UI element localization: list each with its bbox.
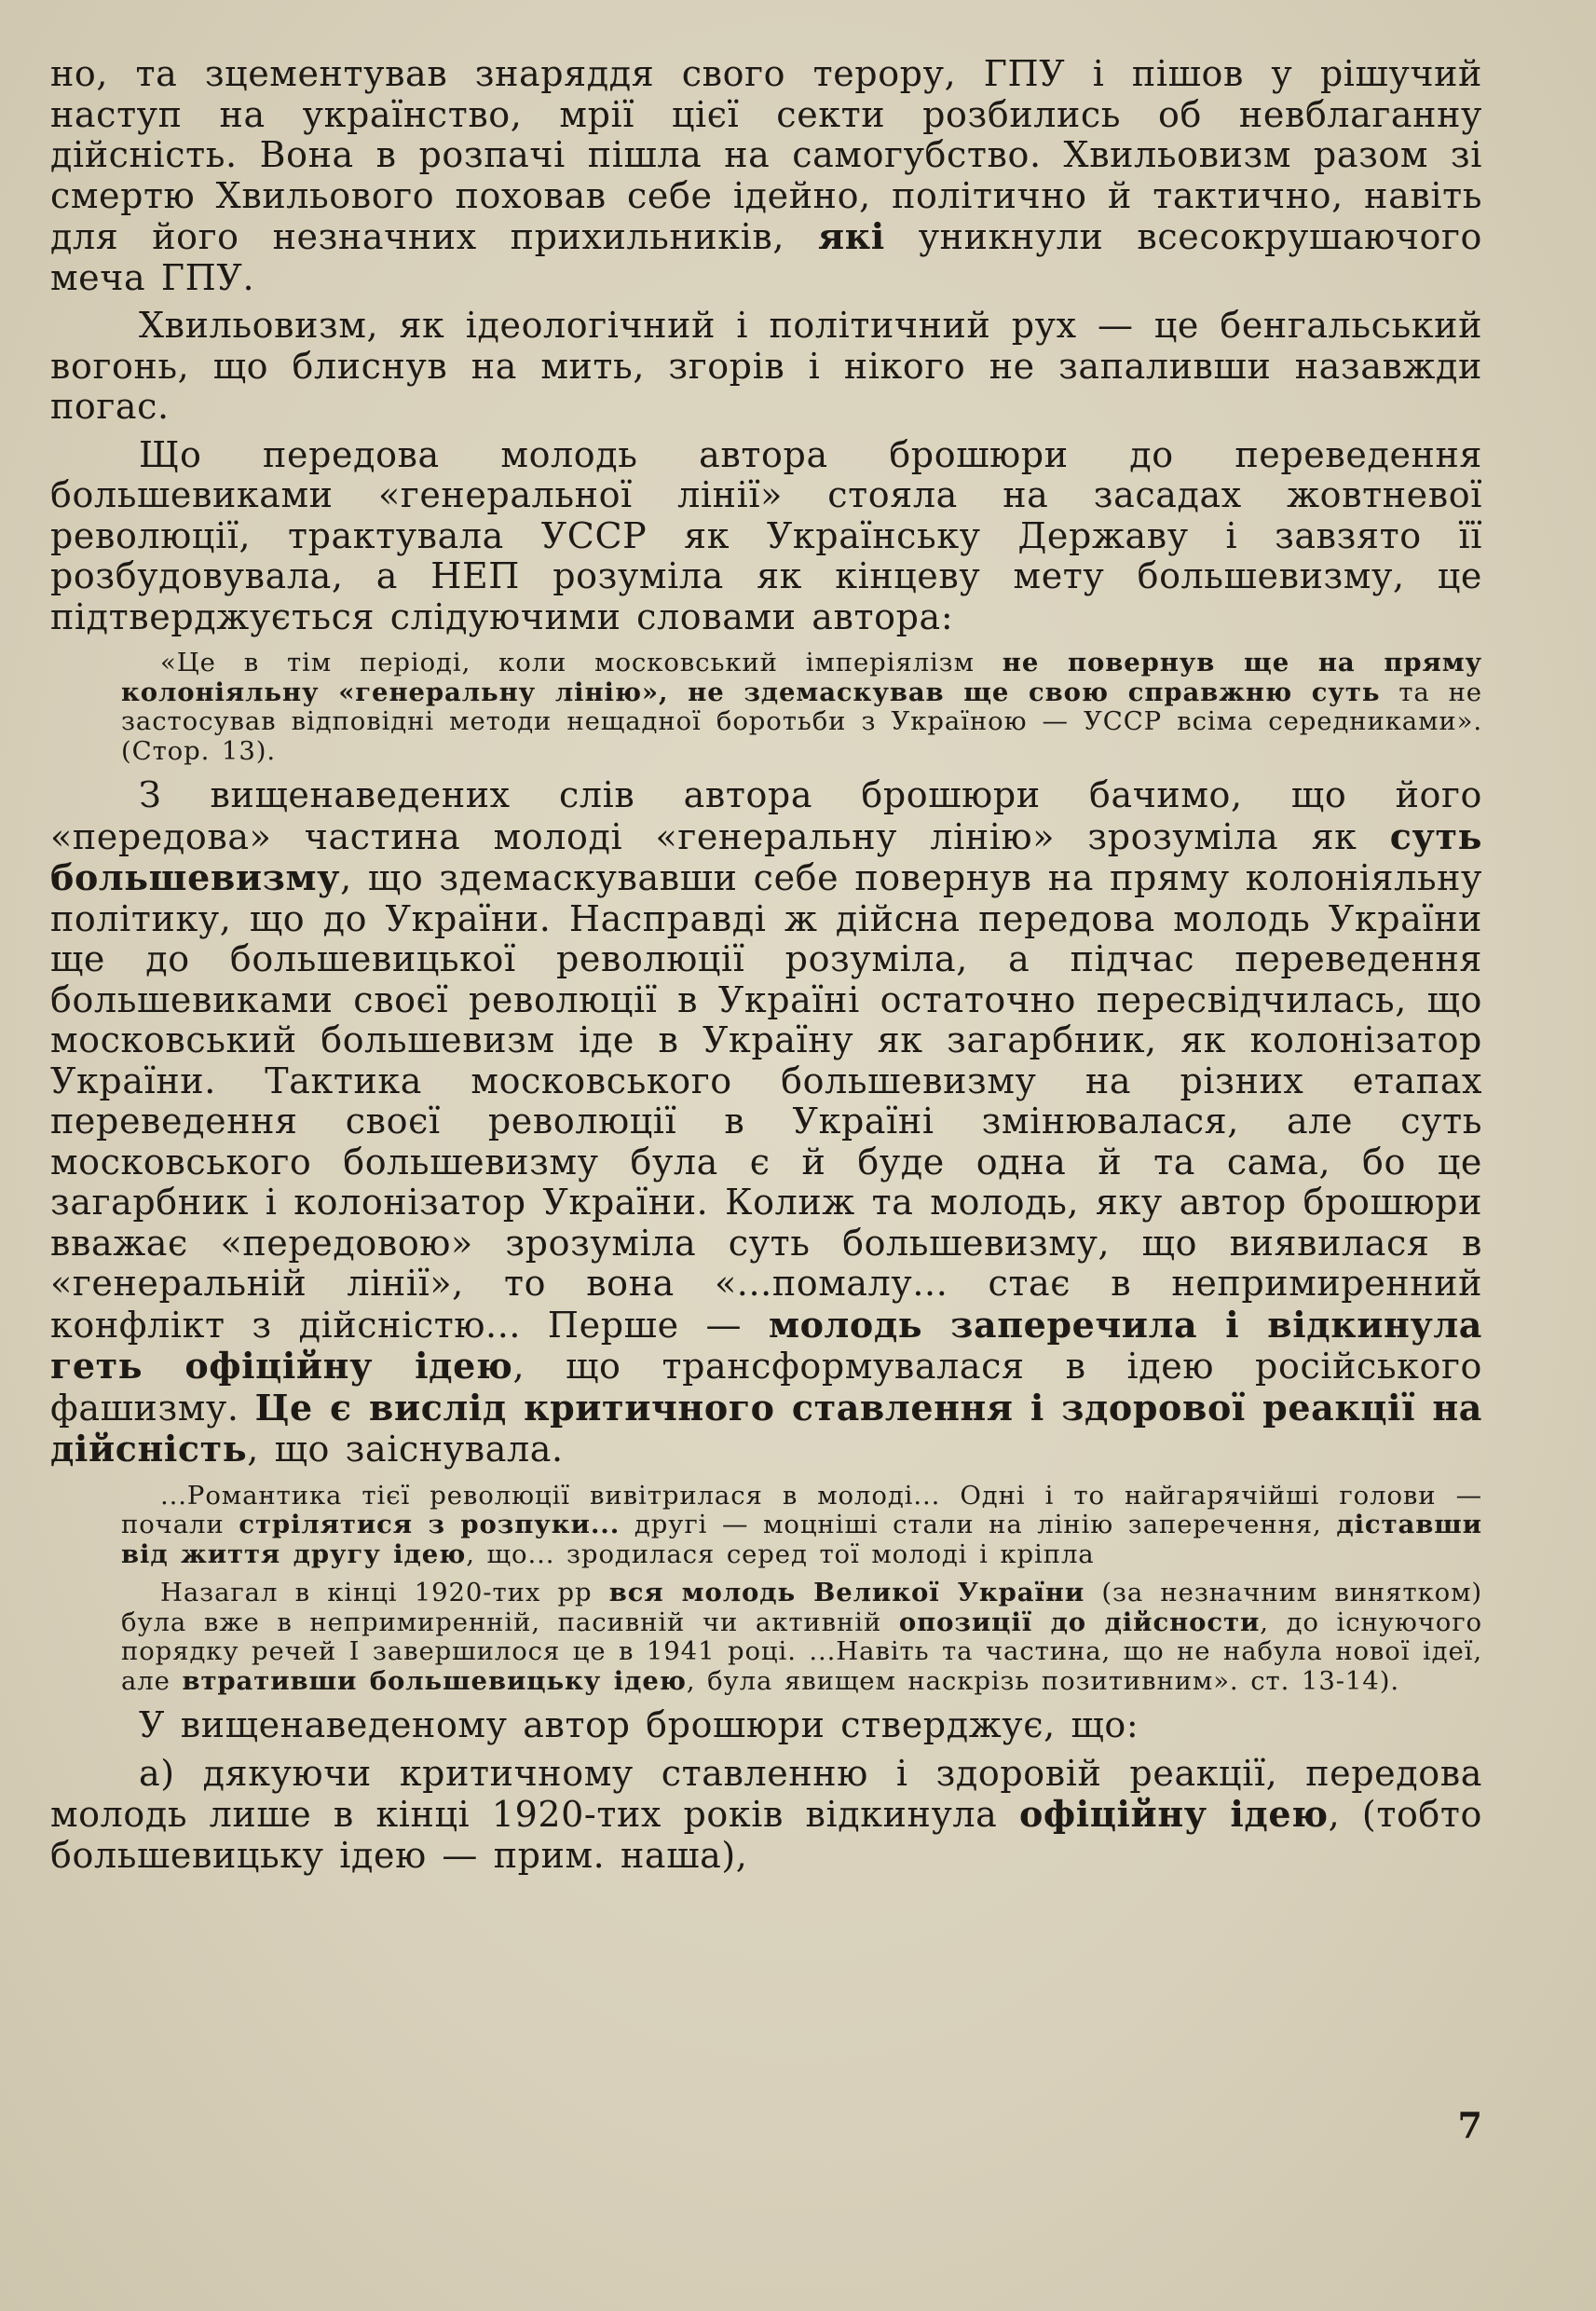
paragraph-6-bold: офіційну ідею [1018, 1793, 1329, 1835]
quote-1-bold: не повернув ще на пряму колоніяльну «генеральну лінію», не здемаскував ще свою справжню суть [121, 648, 1482, 707]
paragraph-4-text-3: , що трансформувалася в ідею російського фашизму. [50, 1346, 1482, 1429]
quote-1 [121, 649, 1482, 766]
quote-2-text-end: , що... зродилася серед тої молоді і кріпла [466, 1538, 1095, 1569]
quote-1-text-end: та не застосував відповідні методи нещадної боротьби з Україною — УССР всіма середниками». (Стор. 13). [121, 677, 1482, 766]
quote-2 [121, 1482, 1482, 1570]
paragraph-4-text: З вищенаведених слів автора брошюри бачимо, що його «передова» частина молоді «генеральну лінію» зрозуміла як [50, 774, 1482, 857]
quote-3-bold-3: втративши большевицьку ідею [182, 1665, 687, 1696]
paragraph-5: У вищенаведеному автор брошюри стверджує, що: [139, 1704, 1139, 1745]
paragraph-3: Що передова молодь автора брошюри до переведення большевиками «генеральної лінії» стояла на засадах жовтневої революції, трактувала УССР як Українську Державу і завзято її розбудовувала, а НЕП розуміла як кінцеву мету большевизму, це підтверджується слідуючими словами автора: [50, 433, 1482, 637]
paragraph-4 [50, 775, 1482, 1470]
page-number: 7 [1457, 2104, 1482, 2146]
quote-3-text: Назагал в кінці 1920-тих рр [160, 1578, 609, 1607]
paragraph-4-text-2: , що здемаскувавши себе повернув на пряму колоніяльну політику, що до України. Насправді ж дійсна передова молодь України ще до большевицької революції розуміла, а підчас переведення большевиками своєї революції в Україні остаточно пересвідчилась, що московський большевизм іде в Україну як загарбник, як колонізатор України. Тактика московського большевизму на різних етапах переведення своєї революції в Україні змінювалася, але суть московського большевизму була є й буде одна й та сама, бо це загарбник і колонізатор України. Колиж та молодь, яку автор брошюри вважає «передовою» зрозуміла суть большевизму, що виявилася в «генеральній лінії», то вона «...помалу... стає в непримиренний конфлікт з дійсністю... Перше — [50, 857, 1482, 1346]
quote-2-text-2: другі — моцніші стали на лінію заперечення, [620, 1510, 1337, 1539]
paragraph-4-text-end: , що заіснувала. [247, 1429, 564, 1470]
quote-3-text-end: , була явищем наскрізь позитивним». ст. 13-14). [686, 1665, 1399, 1696]
paragraph-4-bold-1: суть большевизму [50, 814, 1482, 898]
paragraph-4-bold-3: Це є вислід критичного ставлення і здорової реакції на дійсність [50, 1386, 1482, 1470]
paragraph-1-bold: які [818, 215, 885, 257]
quote-2-bold-1: стрілятися з розпуки... [239, 1510, 621, 1539]
paragraph-1-text: но, та зцементував знаряддя свого терору, ГПУ і пішов у рішучий наступ на українство, мрії цієї секти розбились об невблаганну дійсність. Вона в розпачі пішла на самогубство. Хвильовизм разом зі смертю Хвильового поховав себе ідейно, політично й тактично, навіть для його незначних прихильників, [50, 53, 1482, 257]
quote-2-bold-2: діставши від життя другу ідею [121, 1510, 1482, 1569]
quote-3-text-2: (за незначним винятком) була вже в непримиренній, пасивній чи активній [121, 1578, 1482, 1637]
paragraph-6-text-end: , (тобто большевицьку ідею — прим. наша), [50, 1794, 1482, 1876]
paragraph-6-text: а) дякуючи критичному ставленню і здоровій реакції, передова молодь лише в кінці 1920-тих років відкинула [50, 1752, 1482, 1835]
quote-2-text: ...Романтика тієї революції вивітрилася в молоді... Одні і то найгарячійші голови — почали [121, 1480, 1482, 1539]
paragraph-4-bold-2: молодь заперечила і відкинула геть офіційну ідею [50, 1303, 1482, 1387]
paragraph-1-text-end: уникнули всесокрушаючого меча ГПУ. [50, 216, 1482, 298]
quote-3 [121, 1579, 1482, 1696]
paragraph-6 [50, 1754, 1482, 1877]
quote-3-bold-1: вся молодь Великої України [608, 1578, 1085, 1607]
quote-3-bold-2: опозиції до дійсности [898, 1607, 1261, 1637]
paragraph-2: Хвильовизм, як ідеологічний і політичний рух — це бенгальський вогонь, що блиснув на мить, згорів і нікого не запаливши назавжди погас. [50, 305, 1482, 427]
quote-1-text: «Це в тім періоді, коли московський імперіялізм [160, 648, 1003, 677]
paragraph-1 [50, 54, 1482, 298]
quote-3-text-3: , до існуючого порядку речей I завершилося це в 1941 році. ...Навіть та частина, що не набула нової ідеї, але [121, 1607, 1483, 1696]
